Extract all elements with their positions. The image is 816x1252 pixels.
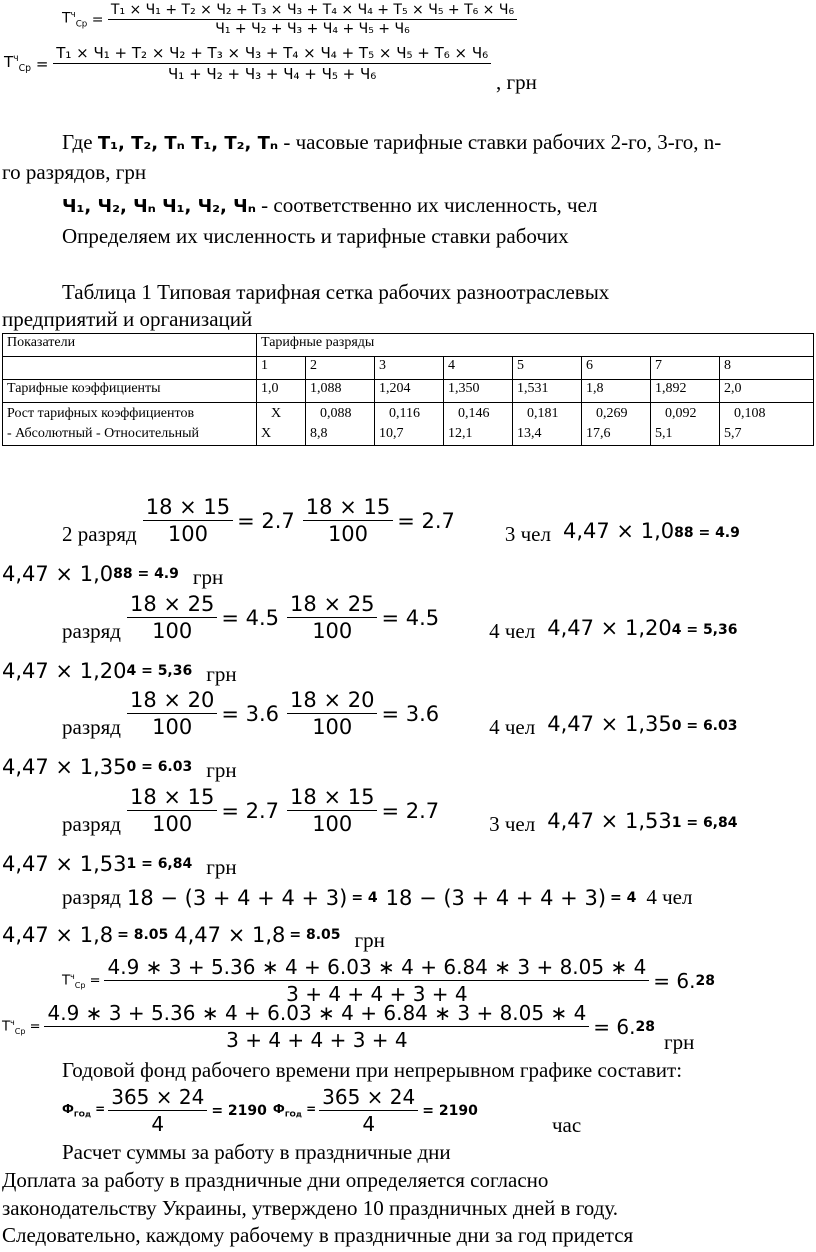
- avg-formula-small: $Т^ч_{Ср}$ = $\frac{4.9 ∗ 3 + 5.36 ∗ 4 + 6.03 ∗ 4 + 6.84 ∗ 3 + 8.05 ∗ 4}{3 + 4 + 4 + 3 + 4}$ = 6. 28: [62, 955, 715, 1006]
- calc-row: разряд $\frac{18 \times 15}{100}$ = 2.7 $\frac{18 \times 15}{100}$ = 2.7 3 чел 4,47 × 1,53 1 = 6,84: [62, 785, 738, 836]
- table-cell: 1,088: [306, 380, 375, 403]
- formula-lhs: $Т^ч_{Ср}$: [4, 53, 32, 74]
- calc-fraction: $\frac{18 \times 20}{100}$: [287, 688, 377, 739]
- grade-cell: 4: [444, 357, 513, 380]
- where-line-1: Где Т₁, Т₂, Тₙ Т₁, Т₂, Тₙ - часовые тарифные ставки рабочих 2-го, 3-го, n-: [62, 130, 722, 154]
- table-cell: 0,116 10,7: [375, 403, 444, 446]
- formula-fraction: $\frac{\text{Т₁ × Ч₁ + Т₂ × Ч₂ + Т₃ × Ч₃ + Т₄ × Ч₄ + Т₅ × Ч₅ + Т₆ × Ч₆}}{\text{Ч₁ + Ч₂ + Ч₃ + Ч₄ + Ч₅ + Ч₆}}$: [108, 2, 517, 37]
- avg-fraction: $\frac{4.9 ∗ 3 + 5.36 ∗ 4 + 6.03 ∗ 4 + 6.84 ∗ 3 + 8.05 ∗ 4}{3 + 4 + 4 + 3 + 4}$: [44, 1001, 589, 1052]
- calc-fraction: $\frac{18 \times 25}{100}$: [127, 592, 217, 643]
- table-cell: 1,350: [444, 380, 513, 403]
- table-cell: 0,181 13,4: [513, 403, 582, 446]
- calc-last: разряд 18 − (3 + 4 + 4 + 3) = 4 18 − (3 + 4 + 4 + 3) = 4 4 чел: [62, 885, 693, 910]
- formula-lhs: $Т^ч_{Ср}$: [62, 9, 88, 30]
- avg-unit: грн: [664, 1030, 695, 1054]
- tariff-table: [2, 333, 814, 446]
- table-title-cont: предприятий и организаций: [2, 307, 253, 331]
- table-cell: 0,092 5,1: [651, 403, 720, 446]
- calc-fraction: $\frac{18 \times 15}{100}$: [287, 785, 377, 836]
- avg-fraction: $\frac{4.9 ∗ 3 + 5.36 ∗ 4 + 6.03 ∗ 4 + 6.84 ∗ 3 + 8.05 ∗ 4}{3 + 4 + 4 + 3 + 4}$: [104, 955, 649, 1006]
- table-cell: 0,269 17,6: [582, 403, 651, 446]
- calc-rate-row: 4,47 × 1,35 0 = 6.03 грн: [2, 754, 237, 782]
- calc-rate-row: 4,47 × 1,0 88 = 4.9 грн: [2, 561, 224, 589]
- formula-unit: , грн: [496, 70, 537, 94]
- calc-row: 2 разряд $\frac{18 \times 15}{100}$ = 2.7 $\frac{18 \times 15}{100}$ = 2.7 3 чел 4,47 × 1,0 88 = 4.9: [62, 495, 740, 546]
- para-line-4: Следовательно, каждому рабочему в праздничные дни за год придется: [2, 1223, 634, 1247]
- calc-row: разряд $\frac{18 \times 20}{100}$ = 3.6 $\frac{18 \times 20}{100}$ = 3.6 4 чел 4,47 × 1,35 0 = 6.03: [62, 688, 738, 739]
- header-indicators: Показатели: [3, 334, 257, 357]
- para-line-1: Расчет суммы за работу в праздничные дни: [62, 1140, 451, 1164]
- grade-cell: 1: [257, 357, 306, 380]
- fund-unit: час: [552, 1113, 582, 1137]
- header-grades: Тарифные разряды: [257, 334, 814, 357]
- grade-cell: 6: [582, 357, 651, 380]
- table-cell: Х Х: [257, 403, 306, 446]
- calc-fraction: $\frac{18 \times 15}{100}$: [303, 495, 393, 546]
- row-label: Рост тарифных коэффициентов - Абсолютный - Относительный: [3, 403, 257, 446]
- calc-rate-row: 4,47 × 1,53 1 = 6,84 грн: [2, 851, 237, 879]
- calc-row: разряд $\frac{18 \times 25}{100}$ = 4.5 $\frac{18 \times 25}{100}$ = 4.5 4 чел 4,47 × 1,20 4 = 5,36: [62, 592, 738, 643]
- formula-small: $Т^ч_{Ср}$ = $\frac{\text{Т₁ × Ч₁ + Т₂ × Ч₂ + Т₃ × Ч₃ + Т₄ × Ч₄ + Т₅ × Ч₅ + Т₆ × Ч₆}}{\text{Ч₁ + Ч₂ + Ч₃ + Ч₄ + Ч₅ + Ч₆}}$: [62, 2, 517, 37]
- fund-text: Годовой фонд рабочего времени при непрерывном графике составит:: [62, 1058, 683, 1082]
- calc-fraction: $\frac{18 \times 25}{100}$: [287, 592, 377, 643]
- row-label: Тарифные коэффициенты: [3, 380, 257, 403]
- table-cell: 1,531: [513, 380, 582, 403]
- avg-formula-large: $Т^ч_{Ср}$ = $\frac{4.9 ∗ 3 + 5.36 ∗ 4 + 6.03 ∗ 4 + 6.84 ∗ 3 + 8.05 ∗ 4}{3 + 4 + 4 + 3 + 4}$ = 6. 28: [2, 1001, 655, 1052]
- para-line-3: законодательству Украины, утверждено 10 праздничных дней в году.: [2, 1196, 619, 1220]
- grade-cell: 3: [375, 357, 444, 380]
- calc-last-rate: 4,47 × 1,8 = 8.05 4,47 × 1,8 = 8.05 грн: [2, 922, 385, 952]
- table-cell: 1,0: [257, 380, 306, 403]
- where-line-2: го разрядов, грн: [2, 160, 147, 184]
- table-cell: 2,0: [720, 380, 814, 403]
- fund-formula: $Ф_{ГОд}$ = $\frac{365 \times 24}{4}$ = 2190 $Ф_{ГОд}$ = $\frac{365 \times 24}{4}$ = 2190: [62, 1085, 478, 1136]
- table-cell: 1,204: [375, 380, 444, 403]
- where-line-4: Определяем их численность и тарифные ставки рабочих: [62, 224, 569, 248]
- table-cell: 0,088 8,8: [306, 403, 375, 446]
- para-line-2: Доплата за работу в праздничные дни определяется согласно: [2, 1168, 549, 1192]
- table-cell: 1,892: [651, 380, 720, 403]
- calc-rate-row: 4,47 × 1,20 4 = 5,36 грн: [2, 658, 237, 686]
- formula-large: $Т^ч_{Ср}$ = $\frac{\text{Т₁ × Ч₁ + Т₂ × Ч₂ + Т₃ × Ч₃ + Т₄ × Ч₄ + Т₅ × Ч₅ + Т₆ × Ч₆}}{\text{Ч₁ + Ч₂ + Ч₃ + Ч₄ + Ч₅ + Ч₆}}$: [4, 44, 491, 83]
- grade-cell: 5: [513, 357, 582, 380]
- calc-fraction: $\frac{18 \times 15}{100}$: [143, 495, 233, 546]
- table-title: Таблица 1 Типовая тарифная сетка рабочих разноотраслевых: [62, 280, 610, 304]
- where-line-3: Ч₁, Ч₂, Чₙ Ч₁, Ч₂, Чₙ - соответственно их численность, чел: [62, 193, 598, 217]
- formula-fraction: $\frac{\text{Т₁ × Ч₁ + Т₂ × Ч₂ + Т₃ × Ч₃ + Т₄ × Ч₄ + Т₅ × Ч₅ + Т₆ × Ч₆}}{\text{Ч₁ + Ч₂ + Ч₃ + Ч₄ + Ч₅ + Ч₆}}$: [53, 44, 491, 83]
- grade-cell: 7: [651, 357, 720, 380]
- calc-fraction: $\frac{18 \times 15}{100}$: [127, 785, 217, 836]
- calc-fraction: $\frac{18 \times 20}{100}$: [127, 688, 217, 739]
- grade-cell: 2: [306, 357, 375, 380]
- table-cell: 0,108 5,7: [720, 403, 814, 446]
- table-cell: 0,146 12,1: [444, 403, 513, 446]
- table-cell: 1,8: [582, 380, 651, 403]
- grade-cell: 8: [720, 357, 814, 380]
